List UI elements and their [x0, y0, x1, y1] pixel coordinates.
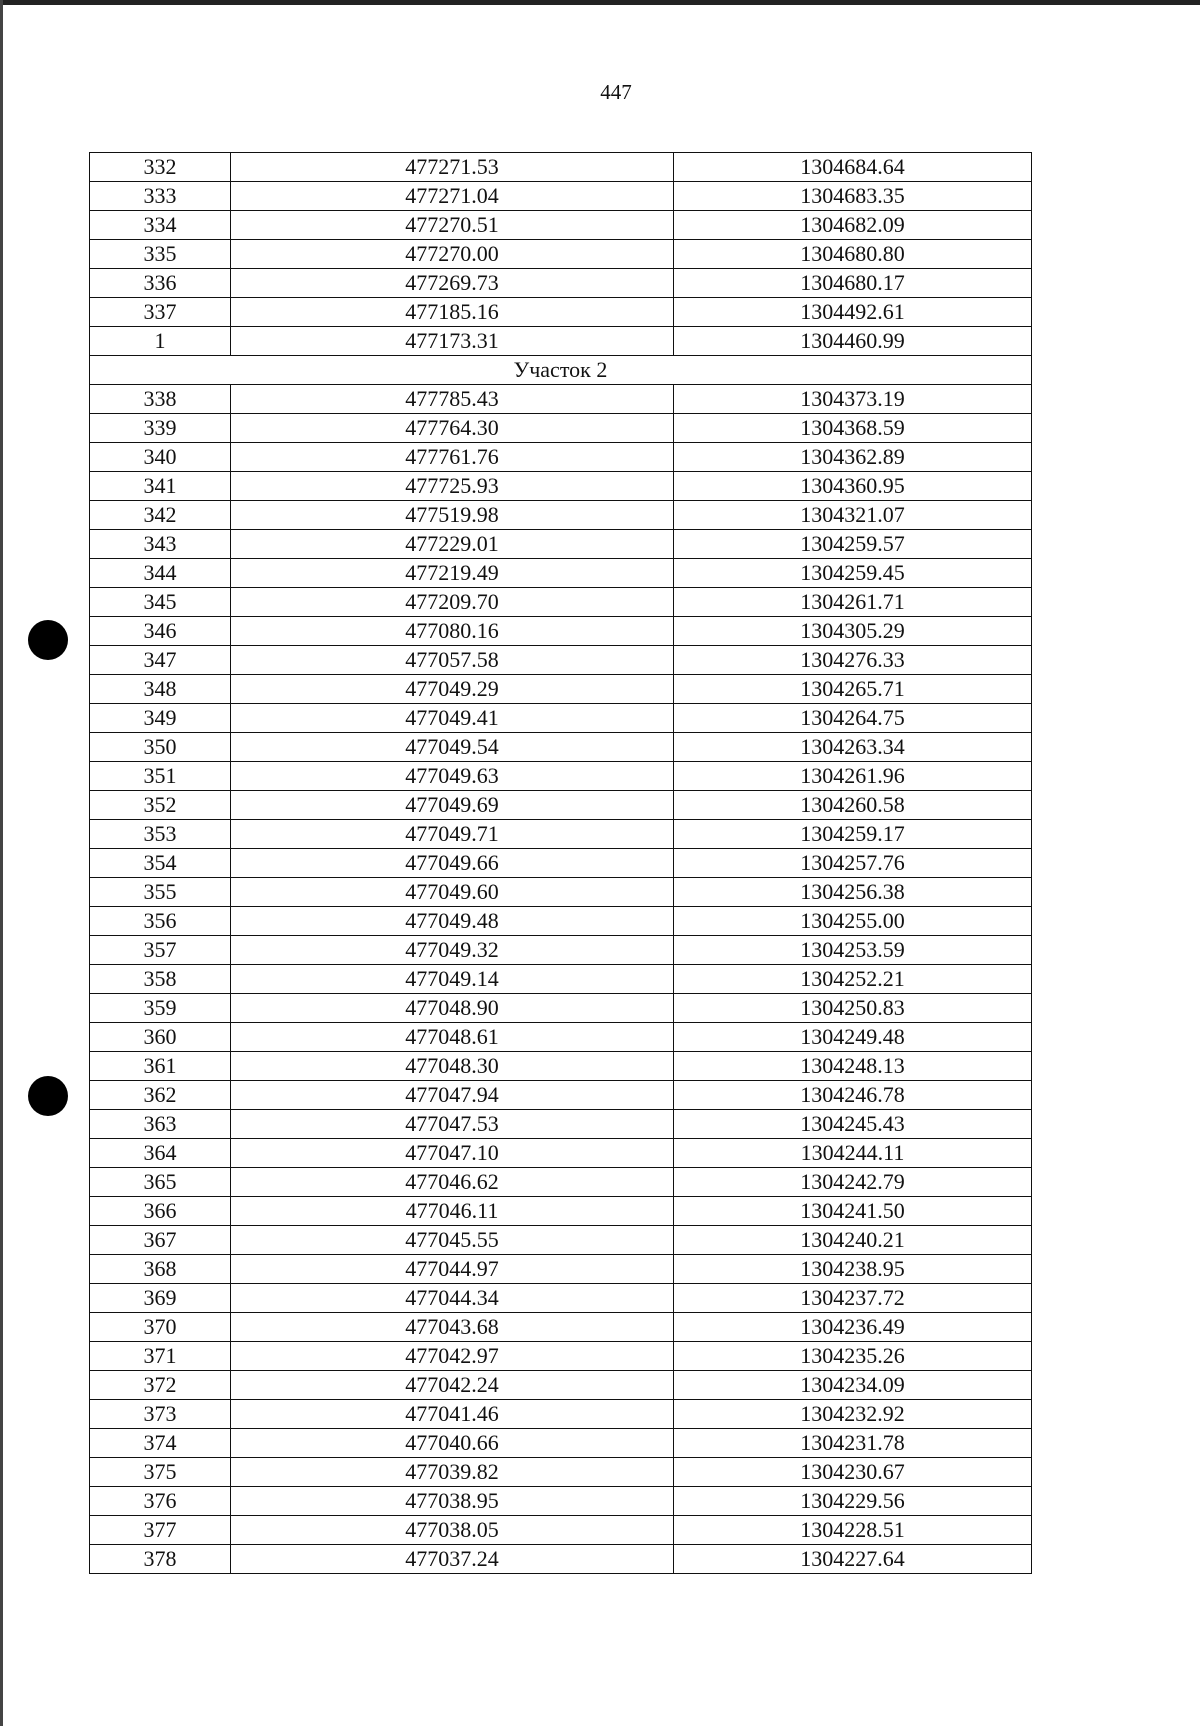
- table-row: [90, 1516, 1032, 1545]
- y-coordinate-cell: 1304680.17: [674, 269, 1032, 298]
- table-row: [90, 298, 1032, 327]
- table-row: [90, 878, 1032, 907]
- y-coordinate-cell: 1304244.11: [674, 1139, 1032, 1168]
- punch-hole-icon: [28, 1076, 68, 1116]
- table-row: [90, 327, 1032, 356]
- table-row: [90, 994, 1032, 1023]
- x-coordinate-cell: 477725.93: [231, 472, 674, 501]
- table-row: [90, 1487, 1032, 1516]
- y-coordinate-cell: 1304246.78: [674, 1081, 1032, 1110]
- point-number-cell: 332: [90, 153, 231, 182]
- table-row: [90, 1110, 1032, 1139]
- scan-edge-left: [0, 0, 3, 1726]
- x-coordinate-cell: 477049.60: [231, 878, 674, 907]
- point-number-cell: 348: [90, 675, 231, 704]
- point-number-cell: 337: [90, 298, 231, 327]
- x-coordinate-cell: 477038.05: [231, 1516, 674, 1545]
- y-coordinate-cell: 1304253.59: [674, 936, 1032, 965]
- y-coordinate-cell: 1304492.61: [674, 298, 1032, 327]
- y-coordinate-cell: 1304680.80: [674, 240, 1032, 269]
- x-coordinate-cell: 477057.58: [231, 646, 674, 675]
- x-coordinate-cell: 477049.66: [231, 849, 674, 878]
- y-coordinate-cell: 1304237.72: [674, 1284, 1032, 1313]
- table-row: [90, 269, 1032, 298]
- table-row: [90, 1545, 1032, 1574]
- table-row: [90, 1255, 1032, 1284]
- x-coordinate-cell: 477229.01: [231, 530, 674, 559]
- point-number-cell: 342: [90, 501, 231, 530]
- x-coordinate-cell: 477049.71: [231, 820, 674, 849]
- point-number-cell: 378: [90, 1545, 231, 1574]
- x-coordinate-cell: 477044.34: [231, 1284, 674, 1313]
- table-row: [90, 414, 1032, 443]
- x-coordinate-cell: 477764.30: [231, 414, 674, 443]
- point-number-cell: 351: [90, 762, 231, 791]
- x-coordinate-cell: 477048.61: [231, 1023, 674, 1052]
- point-number-cell: 359: [90, 994, 231, 1023]
- table-row: [90, 472, 1032, 501]
- point-number-cell: 350: [90, 733, 231, 762]
- point-number-cell: 343: [90, 530, 231, 559]
- x-coordinate-cell: 477038.95: [231, 1487, 674, 1516]
- table-row: [90, 1226, 1032, 1255]
- y-coordinate-cell: 1304263.34: [674, 733, 1032, 762]
- table-row: [90, 211, 1032, 240]
- x-coordinate-cell: 477219.49: [231, 559, 674, 588]
- x-coordinate-cell: 477271.04: [231, 182, 674, 211]
- point-number-cell: 333: [90, 182, 231, 211]
- table-row: [90, 675, 1032, 704]
- table-row: [90, 1023, 1032, 1052]
- y-coordinate-cell: 1304321.07: [674, 501, 1032, 530]
- table-row: [90, 965, 1032, 994]
- x-coordinate-cell: 477209.70: [231, 588, 674, 617]
- table-row: [90, 1139, 1032, 1168]
- x-coordinate-cell: 477271.53: [231, 153, 674, 182]
- y-coordinate-cell: 1304264.75: [674, 704, 1032, 733]
- x-coordinate-cell: 477270.51: [231, 211, 674, 240]
- x-coordinate-cell: 477048.90: [231, 994, 674, 1023]
- x-coordinate-cell: 477047.94: [231, 1081, 674, 1110]
- table-row: [90, 530, 1032, 559]
- table-row: [90, 385, 1032, 414]
- y-coordinate-cell: 1304255.00: [674, 907, 1032, 936]
- table-row: [90, 1429, 1032, 1458]
- table-row: [90, 1081, 1032, 1110]
- y-coordinate-cell: 1304249.48: [674, 1023, 1032, 1052]
- section-label: Участок 2: [90, 356, 1032, 385]
- point-number-cell: 345: [90, 588, 231, 617]
- y-coordinate-cell: 1304373.19: [674, 385, 1032, 414]
- point-number-cell: 1: [90, 327, 231, 356]
- coordinates-table: [89, 152, 1032, 1574]
- x-coordinate-cell: 477185.16: [231, 298, 674, 327]
- y-coordinate-cell: 1304231.78: [674, 1429, 1032, 1458]
- point-number-cell: 335: [90, 240, 231, 269]
- point-number-cell: 366: [90, 1197, 231, 1226]
- point-number-cell: 375: [90, 1458, 231, 1487]
- table-row: [90, 501, 1032, 530]
- y-coordinate-cell: 1304235.26: [674, 1342, 1032, 1371]
- table-row: [90, 1313, 1032, 1342]
- x-coordinate-cell: 477046.62: [231, 1168, 674, 1197]
- x-coordinate-cell: 477049.54: [231, 733, 674, 762]
- point-number-cell: 365: [90, 1168, 231, 1197]
- x-coordinate-cell: 477041.46: [231, 1400, 674, 1429]
- table-row: [90, 1197, 1032, 1226]
- y-coordinate-cell: 1304242.79: [674, 1168, 1032, 1197]
- table-row: [90, 733, 1032, 762]
- point-number-cell: 362: [90, 1081, 231, 1110]
- y-coordinate-cell: 1304232.92: [674, 1400, 1032, 1429]
- table-row: [90, 907, 1032, 936]
- y-coordinate-cell: 1304683.35: [674, 182, 1032, 211]
- x-coordinate-cell: 477047.53: [231, 1110, 674, 1139]
- y-coordinate-cell: 1304234.09: [674, 1371, 1032, 1400]
- table-row: [90, 820, 1032, 849]
- x-coordinate-cell: 477049.14: [231, 965, 674, 994]
- y-coordinate-cell: 1304257.76: [674, 849, 1032, 878]
- y-coordinate-cell: 1304229.56: [674, 1487, 1032, 1516]
- x-coordinate-cell: 477040.66: [231, 1429, 674, 1458]
- point-number-cell: 339: [90, 414, 231, 443]
- point-number-cell: 355: [90, 878, 231, 907]
- point-number-cell: 377: [90, 1516, 231, 1545]
- coordinates-table-body: [90, 153, 1032, 1574]
- scan-edge-top: [0, 0, 1200, 5]
- y-coordinate-cell: 1304240.21: [674, 1226, 1032, 1255]
- point-number-cell: 347: [90, 646, 231, 675]
- table-row: [90, 704, 1032, 733]
- point-number-cell: 369: [90, 1284, 231, 1313]
- point-number-cell: 357: [90, 936, 231, 965]
- x-coordinate-cell: 477519.98: [231, 501, 674, 530]
- point-number-cell: 364: [90, 1139, 231, 1168]
- table-row: [90, 1052, 1032, 1081]
- point-number-cell: 373: [90, 1400, 231, 1429]
- table-row: [90, 1342, 1032, 1371]
- y-coordinate-cell: 1304276.33: [674, 646, 1032, 675]
- point-number-cell: 344: [90, 559, 231, 588]
- x-coordinate-cell: 477049.48: [231, 907, 674, 936]
- y-coordinate-cell: 1304305.29: [674, 617, 1032, 646]
- y-coordinate-cell: 1304248.13: [674, 1052, 1032, 1081]
- y-coordinate-cell: 1304228.51: [674, 1516, 1032, 1545]
- table-row: [90, 646, 1032, 675]
- y-coordinate-cell: 1304360.95: [674, 472, 1032, 501]
- point-number-cell: 360: [90, 1023, 231, 1052]
- x-coordinate-cell: 477037.24: [231, 1545, 674, 1574]
- y-coordinate-cell: 1304227.64: [674, 1545, 1032, 1574]
- point-number-cell: 370: [90, 1313, 231, 1342]
- y-coordinate-cell: 1304682.09: [674, 211, 1032, 240]
- x-coordinate-cell: 477761.76: [231, 443, 674, 472]
- x-coordinate-cell: 477269.73: [231, 269, 674, 298]
- x-coordinate-cell: 477043.68: [231, 1313, 674, 1342]
- table-row: [90, 1400, 1032, 1429]
- y-coordinate-cell: 1304236.49: [674, 1313, 1032, 1342]
- table-row: [90, 588, 1032, 617]
- x-coordinate-cell: 477270.00: [231, 240, 674, 269]
- y-coordinate-cell: 1304250.83: [674, 994, 1032, 1023]
- y-coordinate-cell: 1304230.67: [674, 1458, 1032, 1487]
- point-number-cell: 372: [90, 1371, 231, 1400]
- y-coordinate-cell: 1304252.21: [674, 965, 1032, 994]
- table-row: [90, 559, 1032, 588]
- y-coordinate-cell: 1304260.58: [674, 791, 1032, 820]
- point-number-cell: 340: [90, 443, 231, 472]
- x-coordinate-cell: 477042.97: [231, 1342, 674, 1371]
- x-coordinate-cell: 477049.32: [231, 936, 674, 965]
- point-number-cell: 349: [90, 704, 231, 733]
- x-coordinate-cell: 477044.97: [231, 1255, 674, 1284]
- x-coordinate-cell: 477048.30: [231, 1052, 674, 1081]
- table-row: [90, 936, 1032, 965]
- point-number-cell: 334: [90, 211, 231, 240]
- table-row: [90, 791, 1032, 820]
- point-number-cell: 368: [90, 1255, 231, 1284]
- point-number-cell: 356: [90, 907, 231, 936]
- y-coordinate-cell: 1304368.59: [674, 414, 1032, 443]
- y-coordinate-cell: 1304245.43: [674, 1110, 1032, 1139]
- x-coordinate-cell: 477785.43: [231, 385, 674, 414]
- point-number-cell: 367: [90, 1226, 231, 1255]
- point-number-cell: 352: [90, 791, 231, 820]
- table-row: [90, 1168, 1032, 1197]
- table-row: [90, 153, 1032, 182]
- y-coordinate-cell: 1304256.38: [674, 878, 1032, 907]
- table-row: [90, 240, 1032, 269]
- point-number-cell: 338: [90, 385, 231, 414]
- table-row: [90, 762, 1032, 791]
- point-number-cell: 358: [90, 965, 231, 994]
- table-row: [90, 1458, 1032, 1487]
- x-coordinate-cell: 477049.63: [231, 762, 674, 791]
- y-coordinate-cell: 1304265.71: [674, 675, 1032, 704]
- table-row: [90, 1284, 1032, 1313]
- x-coordinate-cell: 477049.41: [231, 704, 674, 733]
- point-number-cell: 354: [90, 849, 231, 878]
- point-number-cell: 376: [90, 1487, 231, 1516]
- x-coordinate-cell: 477047.10: [231, 1139, 674, 1168]
- table-row: [90, 443, 1032, 472]
- y-coordinate-cell: 1304241.50: [674, 1197, 1032, 1226]
- point-number-cell: 374: [90, 1429, 231, 1458]
- x-coordinate-cell: 477042.24: [231, 1371, 674, 1400]
- section-row: [90, 356, 1032, 385]
- y-coordinate-cell: 1304259.45: [674, 559, 1032, 588]
- x-coordinate-cell: 477045.55: [231, 1226, 674, 1255]
- point-number-cell: 346: [90, 617, 231, 646]
- point-number-cell: 353: [90, 820, 231, 849]
- page-number: 447: [600, 80, 632, 104]
- y-coordinate-cell: 1304362.89: [674, 443, 1032, 472]
- point-number-cell: 363: [90, 1110, 231, 1139]
- table-row: [90, 617, 1032, 646]
- x-coordinate-cell: 477080.16: [231, 617, 674, 646]
- punch-hole-icon: [28, 620, 68, 660]
- table-row: [90, 182, 1032, 211]
- table-row: [90, 1371, 1032, 1400]
- y-coordinate-cell: 1304460.99: [674, 327, 1032, 356]
- point-number-cell: 341: [90, 472, 231, 501]
- x-coordinate-cell: 477173.31: [231, 327, 674, 356]
- x-coordinate-cell: 477039.82: [231, 1458, 674, 1487]
- y-coordinate-cell: 1304261.96: [674, 762, 1032, 791]
- y-coordinate-cell: 1304684.64: [674, 153, 1032, 182]
- table-row: [90, 849, 1032, 878]
- y-coordinate-cell: 1304259.17: [674, 820, 1032, 849]
- y-coordinate-cell: 1304261.71: [674, 588, 1032, 617]
- point-number-cell: 361: [90, 1052, 231, 1081]
- y-coordinate-cell: 1304259.57: [674, 530, 1032, 559]
- x-coordinate-cell: 477049.69: [231, 791, 674, 820]
- point-number-cell: 336: [90, 269, 231, 298]
- x-coordinate-cell: 477046.11: [231, 1197, 674, 1226]
- y-coordinate-cell: 1304238.95: [674, 1255, 1032, 1284]
- point-number-cell: 371: [90, 1342, 231, 1371]
- x-coordinate-cell: 477049.29: [231, 675, 674, 704]
